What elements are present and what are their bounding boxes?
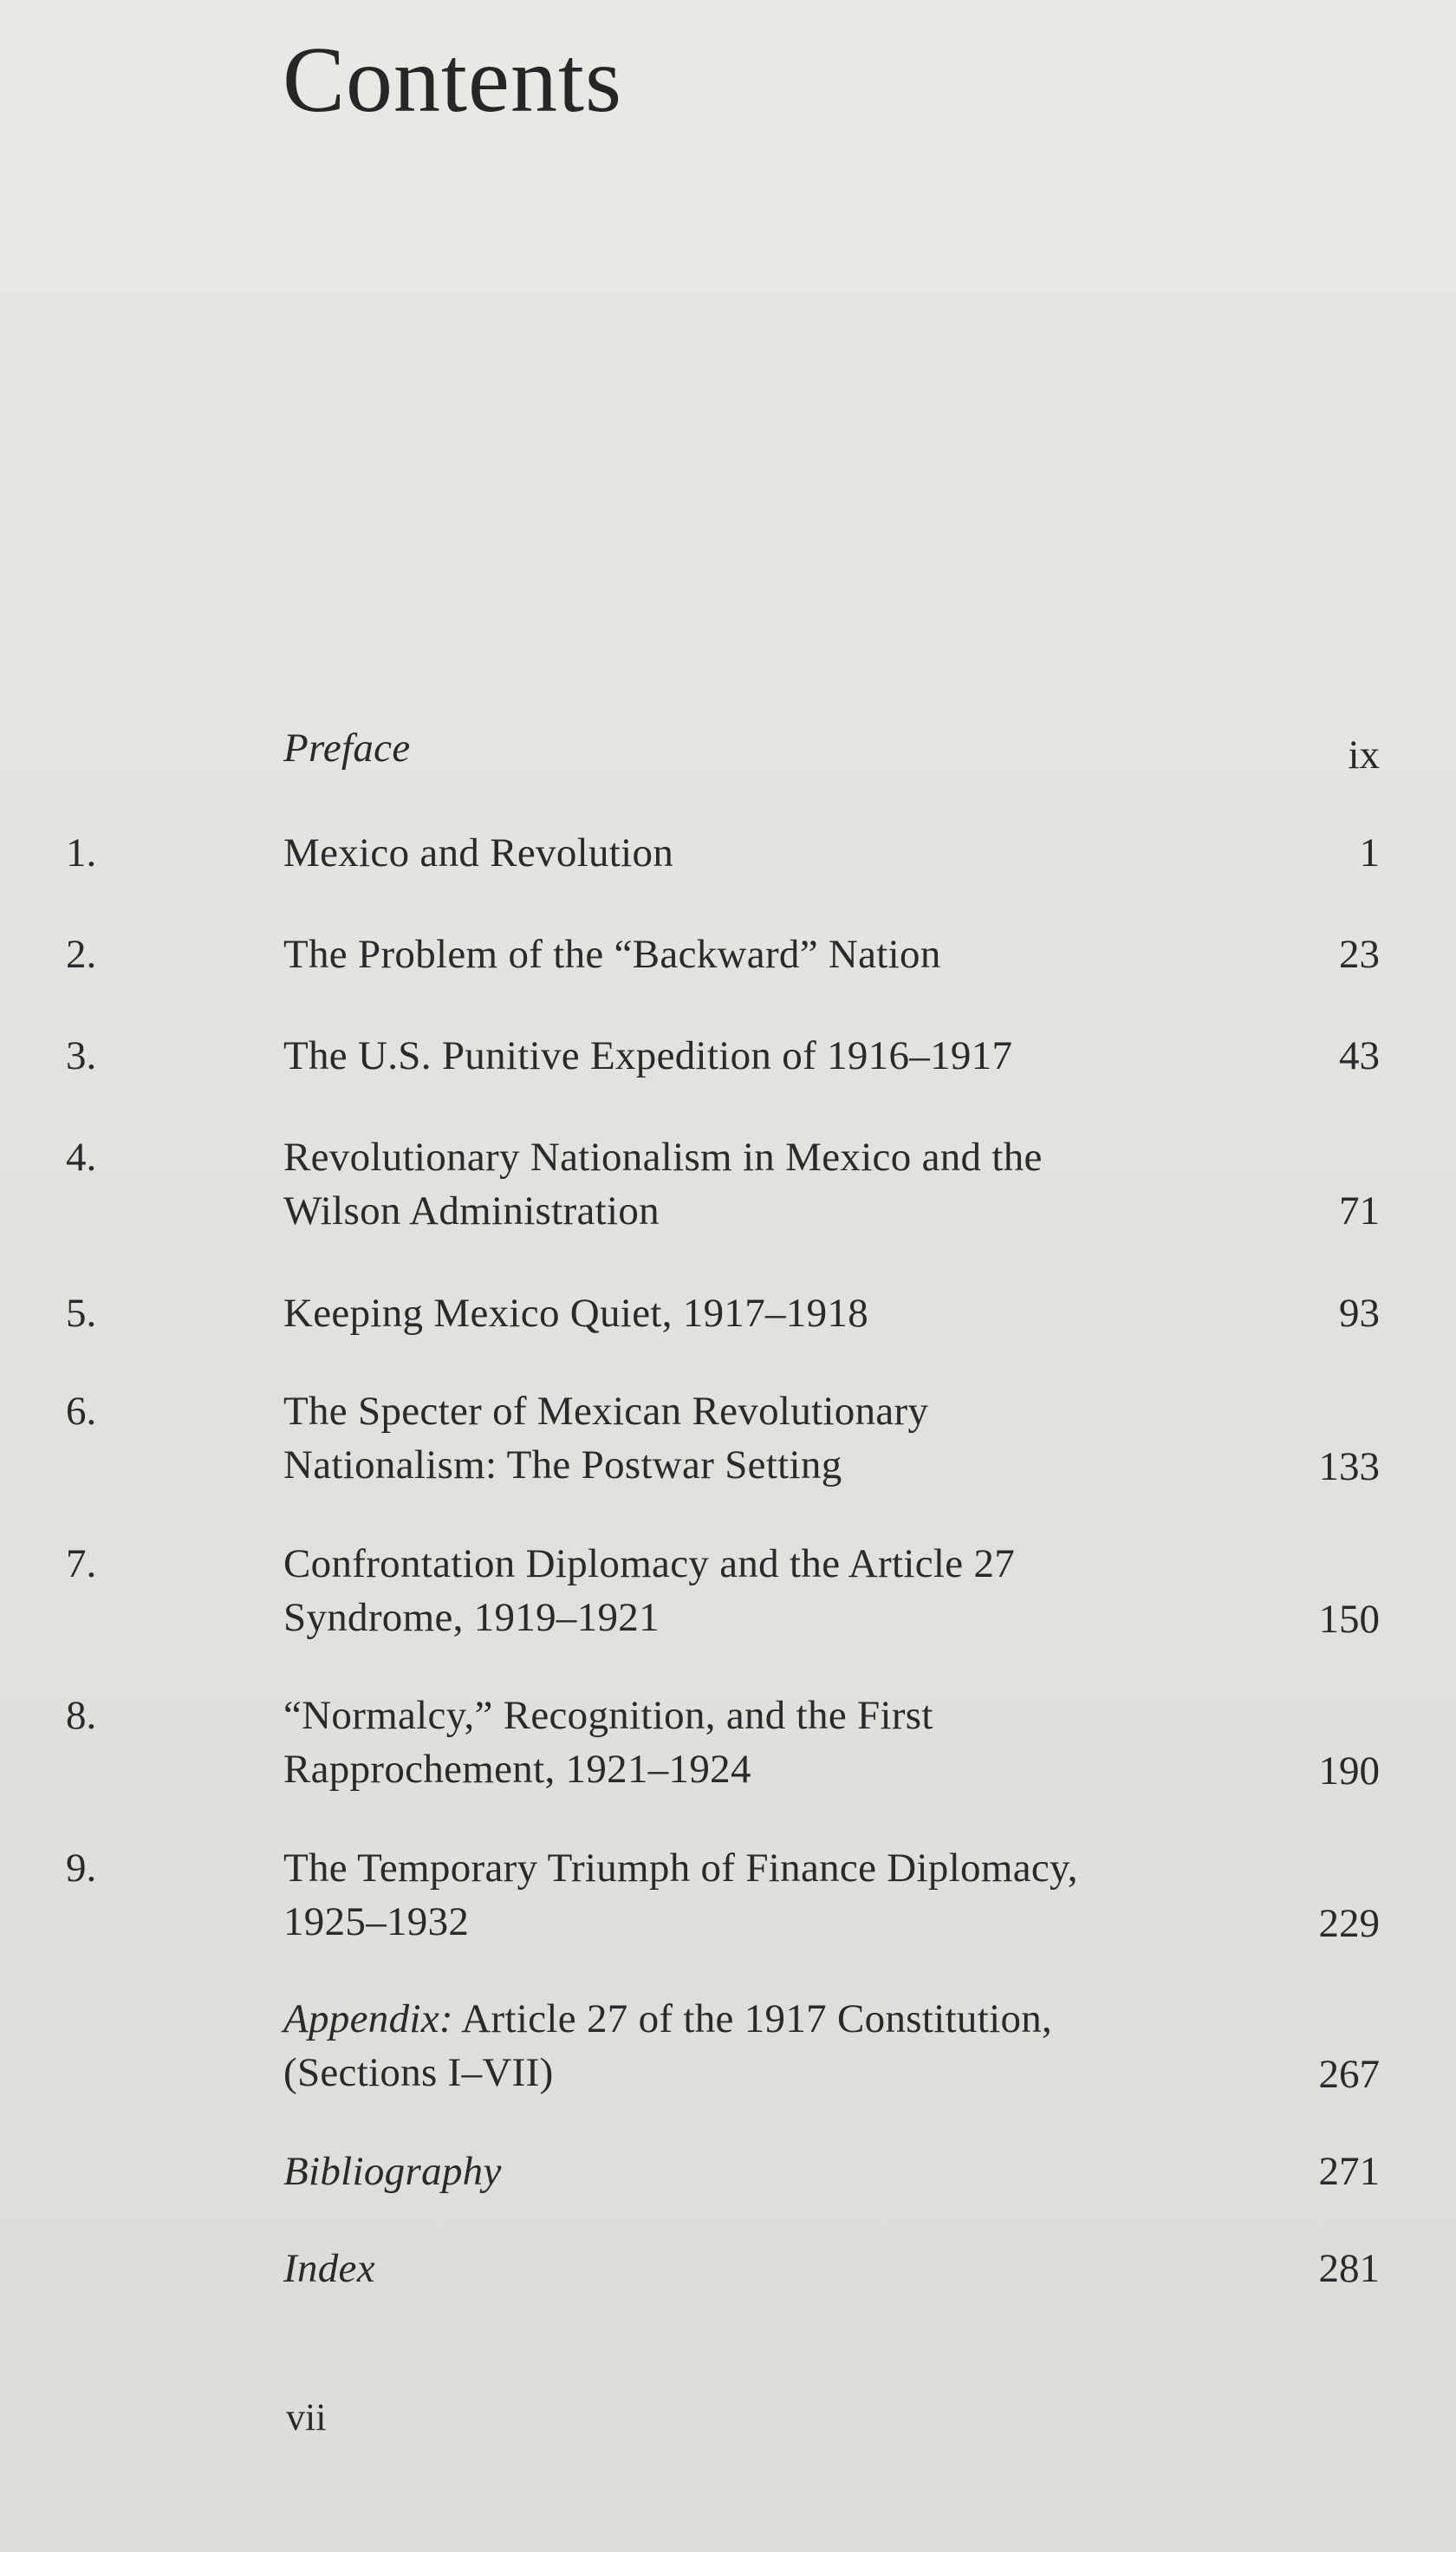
toc-entry-title-line1: The Temporary Triumph of Finance Diplomacy, (283, 1846, 1078, 1891)
toc-entry-page: 271 (1318, 2149, 1380, 2194)
toc-entry-title (283, 2145, 1289, 2198)
toc-entry-title-italic: Preface (283, 726, 411, 771)
toc-entry-number: 7. (66, 1541, 97, 1586)
page-title: Contents (283, 29, 623, 132)
toc-entry-title-italic: Appendix: (283, 1996, 453, 2041)
toc-entry-title-line1: The U.S. Punitive Expedition of 1916–1917 (283, 1033, 1013, 1078)
toc-entry-title-line2: 1925–1932 (283, 1899, 470, 1944)
toc-entry-page: 150 (1318, 1597, 1380, 1642)
toc-entry-page: 23 (1339, 932, 1380, 977)
toc-entry-title-line1: The Problem of the “Backward” Nation (283, 932, 941, 977)
toc-entry-title (283, 1992, 1289, 2100)
toc-entry-title (283, 928, 1289, 981)
toc-entry-title-line1: Revolutionary Nationalism in Mexico and the (283, 1135, 1043, 1180)
toc-entry-title-line1: “Normalcy,” Recognition, and the First (283, 1693, 933, 1738)
toc-entry-page: 281 (1318, 2246, 1380, 2291)
toc-entry-page: 43 (1339, 1033, 1380, 1078)
toc-entry-title (283, 2242, 1289, 2295)
toc-entry-page: 93 (1339, 1291, 1380, 1336)
toc-entry-number: 2. (66, 932, 97, 977)
toc-entry-title (283, 826, 1289, 880)
toc-entry-title-line2: (Sections I–VII) (283, 2050, 554, 2095)
toc-entry-title-line2: Wilson Administration (283, 1188, 660, 1234)
toc-entry-title (283, 1130, 1289, 1238)
toc-entry-title-line2: Nationalism: The Postwar Setting (283, 1442, 842, 1488)
toc-entry-title (283, 1029, 1289, 1083)
toc-entry-number: 6. (66, 1389, 97, 1434)
page-number: vii (286, 2396, 327, 2438)
toc-entry-title-rest: Article 27 of the 1917 Constitution, (452, 1996, 1053, 2041)
toc-entry-number: 4. (66, 1135, 97, 1180)
toc-entry-page: 190 (1318, 1748, 1380, 1794)
toc-entry-page: 1 (1359, 830, 1380, 876)
toc-entry-title-line1: Keeping Mexico Quiet, 1917–1918 (283, 1291, 869, 1336)
toc-entry-title-line1: The Specter of Mexican Revolutionary (283, 1389, 929, 1434)
toc-entry-title-line2: Syndrome, 1919–1921 (283, 1595, 660, 1640)
toc-entry-title-line1: Confrontation Diplomacy and the Article 27 (283, 1541, 1016, 1586)
toc-entry-title (283, 721, 1289, 775)
toc-entry-page: 229 (1318, 1901, 1380, 1946)
toc-entry-number: 3. (66, 1033, 97, 1078)
toc-entry-title-line1: Mexico and Revolution (283, 830, 674, 876)
toc-entry-title-line1 (283, 1992, 1289, 2046)
toc-entry-title (283, 1537, 1289, 1644)
toc-entry-title (283, 1689, 1289, 1796)
toc-entry-number: 1. (66, 830, 97, 876)
toc-entry-page: 267 (1318, 2052, 1380, 2097)
toc-entry-number: 8. (66, 1693, 97, 1738)
toc-entry-number: 9. (66, 1846, 97, 1891)
toc-entry-number: 5. (66, 1291, 97, 1336)
toc-entry-title-italic: Bibliography (283, 2149, 502, 2194)
toc-entry-title (283, 1384, 1289, 1492)
toc-entry-page: 71 (1339, 1188, 1380, 1234)
toc-entry-title (283, 1841, 1289, 1949)
toc-entry-title-line2: Rapprochement, 1921–1924 (283, 1747, 751, 1792)
toc-entry-page: ix (1348, 732, 1380, 778)
toc-entry-page: 133 (1318, 1444, 1380, 1489)
toc-entry-title-italic: Index (283, 2246, 375, 2291)
toc-entry-title (283, 1286, 1289, 1340)
